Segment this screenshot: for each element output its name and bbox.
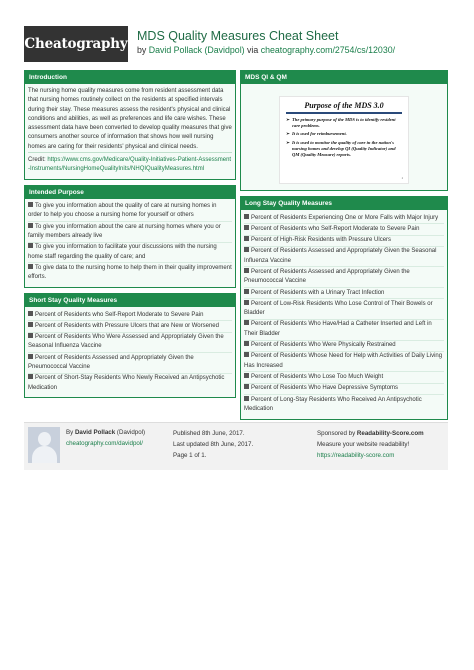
footer-author-handle: (Davidpol) xyxy=(115,429,146,436)
bullet-square-icon xyxy=(244,384,249,389)
list-item: Percent of Residents Whose Need for Help with Activities of Daily Living Has Increased xyxy=(244,352,444,373)
bullet-square-icon xyxy=(244,247,249,252)
list-item: Percent of Residents Who Were Physically Restrained xyxy=(244,341,444,352)
cheatography-logo[interactable] xyxy=(24,26,128,62)
page-title: MDS Quality Measures Cheat Sheet xyxy=(137,29,339,43)
list-item: Percent of Residents Assessed and Appropriately Given the Pneumococcal Vaccine xyxy=(28,353,232,374)
list-item: To give you information about the quality of care at nursing homes in order to help you choose a nursing home for yourself or others xyxy=(28,202,232,223)
right-column xyxy=(240,70,448,425)
bullet-square-icon xyxy=(28,223,33,228)
mds-image-wrapper xyxy=(241,84,447,190)
intended-purpose-list xyxy=(25,199,235,287)
list-item: Percent of High-Risk Residents with Pressure Ulcers xyxy=(244,236,444,247)
bullet-square-icon xyxy=(28,264,33,269)
via-text: via xyxy=(244,45,261,55)
mds-image-item: ➢ The primary purpose of the MDS is to identify resident care problems. xyxy=(286,117,402,129)
page-count: Page 1 of 1. xyxy=(173,451,207,459)
avatar-body-icon xyxy=(32,446,57,463)
short-stay-title: Short Stay Quality Measures xyxy=(25,294,235,307)
author-link[interactable]: David Pollack (Davidpol) xyxy=(148,45,245,55)
footer-dates xyxy=(173,429,253,462)
introduction-body xyxy=(25,84,235,179)
introduction-section xyxy=(24,70,236,180)
bullet-square-icon xyxy=(244,214,249,219)
avatar-head-icon xyxy=(38,432,51,446)
list-item: To give you information about the care at nursing homes where you or family members already live xyxy=(28,222,232,243)
footer-author-name[interactable]: David Pollack xyxy=(74,429,116,436)
list-item: Percent of Residents who Self-Report Moderate to Severe Pain xyxy=(244,224,444,235)
sponsor-name[interactable]: Readability-Score.com xyxy=(356,430,424,437)
list-item: To give you information to facilitate your discussions with the nursing home staff regarding the quality of care; and xyxy=(28,243,232,264)
list-item: Percent of Low-Risk Residents Who Lose Control of Their Bowels or Bladder xyxy=(244,299,444,320)
page-subtitle xyxy=(137,45,395,55)
introduction-text: The nursing home quality measures come from resident assessment data that nursing homes routinely collect on the residents at specified intervals during their stay. These measures assess the resident's physical and clinical conditions and abilities, as well as preferences and life care wishes. These assessment data have been converted to develop quality measures that give consumers another source of information that shows how well nursing homes are caring for their residents' physical and clinical needs. xyxy=(28,88,232,150)
by-prefix: by xyxy=(137,45,149,55)
page-header xyxy=(0,0,474,66)
list-item: Percent of Residents Who Have/Had a Catheter Inserted and Left in Their Bladder xyxy=(244,320,444,341)
bullet-square-icon xyxy=(28,202,33,207)
bullet-square-icon xyxy=(244,396,249,401)
bullet-square-icon xyxy=(28,374,33,379)
mds-image-list xyxy=(286,117,402,158)
list-item: Percent of Residents who Self-Report Moderate to Severe Pain xyxy=(28,310,232,321)
long-stay-title: Long Stay Quality Measures xyxy=(241,197,447,210)
short-stay-section xyxy=(24,293,236,398)
list-item: Percent of Residents Who Were Assessed and Appropriately Given the Seasonal Influenza Vaccine xyxy=(28,333,232,354)
bullet-square-icon xyxy=(28,333,33,338)
footer-author-link[interactable]: cheatography.com/davidpol/ xyxy=(66,440,143,447)
mds-image-title: Purpose of the MDS 3.0 xyxy=(286,101,402,114)
bullet-square-icon xyxy=(244,268,249,273)
bullet-square-icon xyxy=(244,373,249,378)
bullet-square-icon xyxy=(244,236,249,241)
bullet-square-icon xyxy=(244,300,249,305)
page-footer xyxy=(24,422,448,470)
list-item: To give data to the nursing home to help them in their quality improvement efforts. xyxy=(28,264,232,281)
long-stay-section xyxy=(240,196,448,420)
mds-qi-qm-title: MDS QI & QM xyxy=(241,71,447,84)
mds-qi-qm-section xyxy=(240,70,448,191)
mds-image-page-number: 1 xyxy=(401,176,403,180)
bullet-square-icon xyxy=(28,243,33,248)
short-stay-list xyxy=(25,307,235,397)
bullet-square-icon xyxy=(244,341,249,346)
bullet-square-icon xyxy=(28,354,33,359)
list-item: Percent of Long-Stay Residents Who Received An Antipsychotic Medication xyxy=(244,396,422,412)
published-date: Published 8th June, 2017. xyxy=(173,430,245,437)
intended-purpose-title: Intended Purpose xyxy=(25,186,235,199)
bullet-square-icon xyxy=(244,225,249,230)
list-item: Percent of Residents Experiencing One or More Falls with Major Injury xyxy=(244,213,444,224)
footer-author: By David Pollack (Davidpol) xyxy=(66,429,146,436)
long-stay-list xyxy=(241,210,447,419)
list-item: Percent of Residents Assessed and Appropriately Given the Seasonal Influenza Vaccine xyxy=(244,247,444,268)
avatar[interactable] xyxy=(28,427,60,463)
bullet-square-icon xyxy=(28,311,33,316)
mds-purpose-image xyxy=(279,96,409,184)
list-item: Percent of Short-Stay Residents Who Newly Received an Antipsychotic Medication xyxy=(28,375,225,391)
bullet-square-icon xyxy=(28,322,33,327)
bullet-square-icon xyxy=(244,289,249,294)
left-column xyxy=(24,70,236,403)
logo-text: Cheatography xyxy=(24,36,128,52)
sponsor-tagline: Measure your website readability! xyxy=(317,440,410,448)
sponsor-line: Sponsored by Readability-Score.com xyxy=(317,430,424,437)
intended-purpose-section xyxy=(24,185,236,288)
list-item: Percent of Residents Who Have Depressive Symptoms xyxy=(244,384,444,395)
list-item: Percent of Residents with Pressure Ulcers that are New or Worsened xyxy=(28,321,232,332)
list-item: Percent of Residents Assessed and Appropriately Given the Pneumococcal Vaccine xyxy=(244,267,444,288)
credit-label: Credit: xyxy=(28,157,48,164)
credit-line xyxy=(28,152,232,175)
bullet-square-icon xyxy=(244,320,249,325)
introduction-title: Introduction xyxy=(25,71,235,84)
mds-image-item: ➢ It is used to monitor the quality of care in the nation's nursing homes and develop QI (Quality Indicator) and QM (Quality Measure) reports. xyxy=(286,140,402,159)
sheet-url-link[interactable]: cheatography.com/2754/cs/12030/ xyxy=(260,45,396,55)
footer-sponsor xyxy=(317,429,424,462)
credit-link[interactable]: https://www.cms.gov/Medicare/Quality-Initiatives-Patient-Assessment-Instruments/NursingHomeQualityInits/NHQIQualityMeasures.html xyxy=(28,157,232,173)
updated-date: Last updated 8th June, 2017. xyxy=(173,440,254,448)
sponsor-link[interactable]: https://readability-score.com xyxy=(317,451,395,459)
list-item: Percent of Residents with a Urinary Tract Infection xyxy=(244,288,444,299)
bullet-square-icon xyxy=(244,352,249,357)
list-item: Percent of Residents Who Lose Too Much Weight xyxy=(244,372,444,383)
mds-image-item: ➢ It is used for reimbursement. xyxy=(286,131,402,137)
